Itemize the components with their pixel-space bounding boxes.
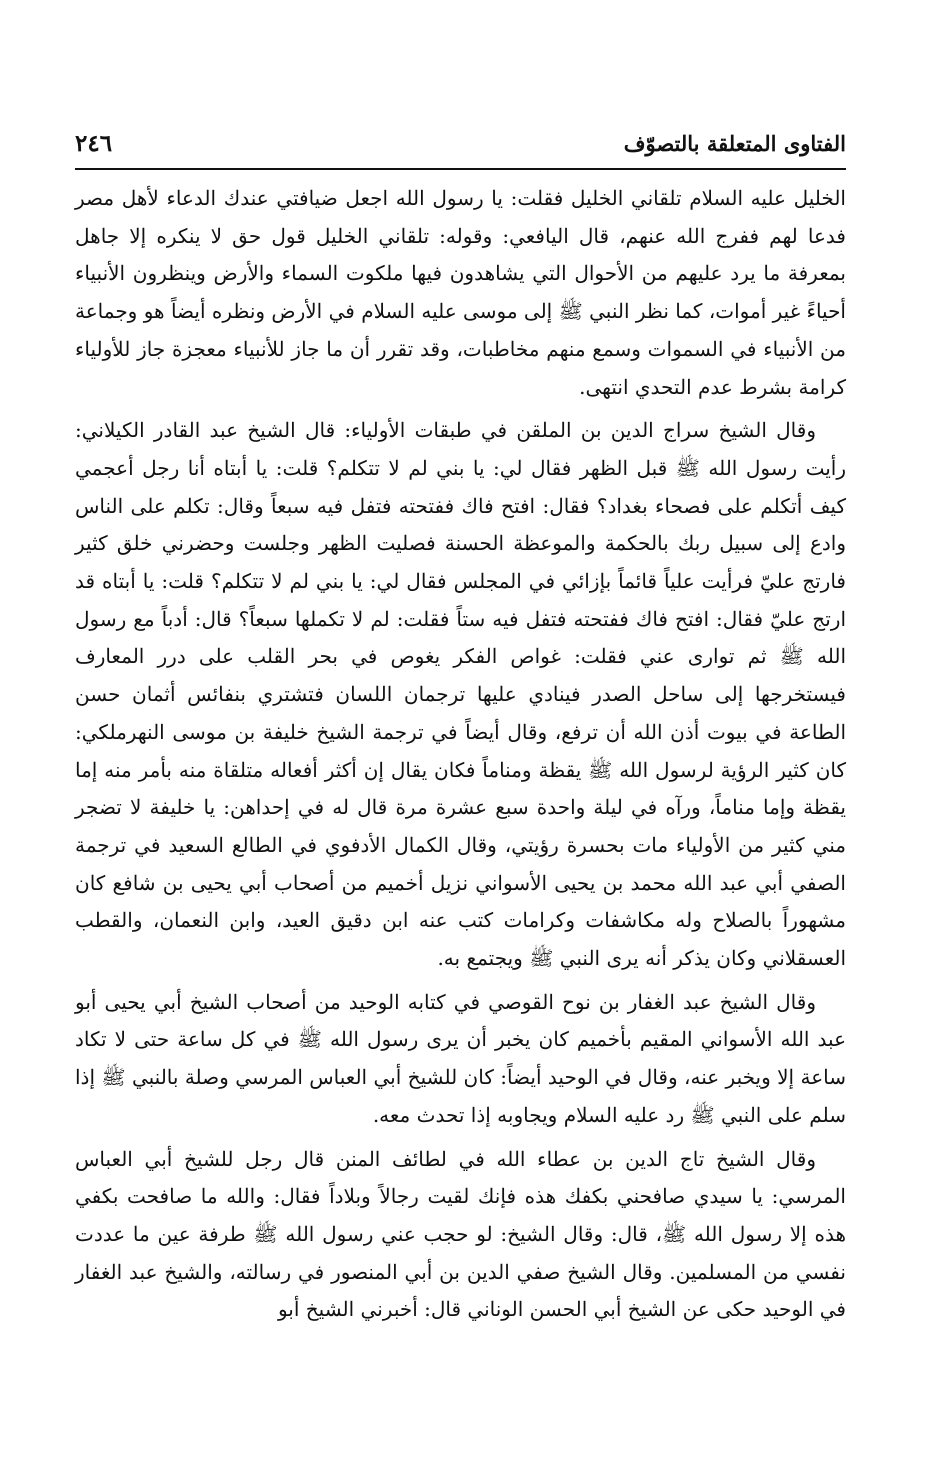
running-title: الفتاوى المتعلقة بالتصوّف xyxy=(623,130,846,156)
paragraph: الخليل عليه السلام تلقاني الخليل فقلت: يا رسول الله اجعل ضيافتي عندك الدعاء لأهل مصر فدعا لهم ففرج الله عنهم، قال اليافعي: وقوله: تلقاني الخليل قول حق لا ينكره إلا جاهل بمعرفة ما يرد عليهم من الأحوال التي يشاهدون فيها ملكوت السماء والأرض وينظرون الأنبياء أحياءً غير أموات، كما نظر النبي ﷺ إلى موسى عليه السلام في الأرض ونظره أيضاً هو وجماعة من الأنبياء في السموات وسمع منهم مخاطبات، وقد تقرر أن ما جاز للأنبياء معجزة جاز للأولياء كرامة بشرط عدم التحدي انتهى. xyxy=(75,186,846,399)
paragraph: وقال الشيخ عبد الغفار بن نوح القوصي في كتابه الوحيد من أصحاب الشيخ أبي يحيى أبو عبد الله الأسواني المقيم بأخميم كان يخبر أن يرى رسول الله ﷺ في كل ساعة حتى لا تكاد ساعة إلا ويخبر عنه، وقال في الوحيد أيضاً: كان للشيخ أبي العباس المرسي وصلة بالنبي ﷺ إذا سلم على النبي ﷺ رد عليه السلام ويجاوبه إذا تحدث معه. xyxy=(75,989,846,1127)
paragraph: وقال الشيخ سراج الدين بن الملقن في طبقات الأولياء: قال الشيخ عبد القادر الكيلاني: رأيت رسول الله ﷺ قبل الظهر فقال لي: يا بني لم لا تتكلم؟ قلت: يا أبتاه أنا رجل أعجمي كيف أتكلم على فصحاء بغداد؟ فقال: افتح فاك ففتحته فتفل فيه سبعاً وقال: تكلم على الناس وادع إلى سبيل ربك بالحكمة والموعظة الحسنة فصليت الظهر وجلست وحضرني خلق كثير فارتج عليّ فرأيت علياً قائماً بإزائي في المجلس فقال لي: يا بني لم لا تتكلم؟ قلت: يا أبتاه قد ارتج عليّ فقال: افتح فاك ففتحته فتفل فيه ستاً فقلت: لم لا تكملها سبعاً؟ قال: أدباً مع رسول الله ﷺ ثم توارى عني فقلت: غواص الفكر يغوص في بحر القلب على درر المعارف فيستخرجها إلى ساحل الصدر فينادي عليها ترجمان اللسان فتشتري بنفائس أثمان حسن الطاعة في بيوت أذن الله أن ترفع، وقال أيضاً في ترجمة الشيخ خليفة بن موسى النهرملكي: كان كثير الرؤية لرسول الله ﷺ يقظة ومناماً فكان يقال إن أكثر أفعاله متلقاة منه بأمر منه إما يقظة وإما مناماً، ورآه في ليلة واحدة سبع عشرة مرة قال له في إحداهن: يا خليفة لا تضجر مني كثير من الأولياء مات بحسرة رؤيتي، وقال الكمال الأدفوي في الطالع السعيد في ترجمة الصفي أبي عبد الله محمد بن يحيى الأسواني نزيل أخميم من أصحاب أبي يحيى بن شافع كان مشهوراً بالصلاح وله مكاشفات وكرامات كتب عنه ابن دقيق العيد، وابن النعمان، والقطب العسقلاني وكان يذكر أنه يرى النبي ﷺ ويجتمع به. xyxy=(75,418,847,971)
paragraph: وقال الشيخ تاج الدين بن عطاء الله في لطائف المنن قال رجل للشيخ أبي العباس المرسي: يا سيدي صافحني بكفك هذه فإنك لقيت رجالاً وبلاداً فقال: والله ما صافحت بكفي هذه إلا رسول الله ﷺ، قال: وقال الشيخ: لو حجب عني رسول الله ﷺ طرفة عين ما عددت نفسي من المسلمين. وقال الشيخ صفي الدين بن أبي المنصور في رسالته، والشيخ عبد الغفار في الوحيد حكى عن الشيخ أبي الحسن الوناني قال: أخبرني الشيخ أبو xyxy=(75,1146,846,1322)
body-text xyxy=(75,180,846,1335)
page-header xyxy=(75,120,846,166)
page-number: ٢٤٦ xyxy=(75,129,113,157)
header-rule xyxy=(75,168,846,170)
